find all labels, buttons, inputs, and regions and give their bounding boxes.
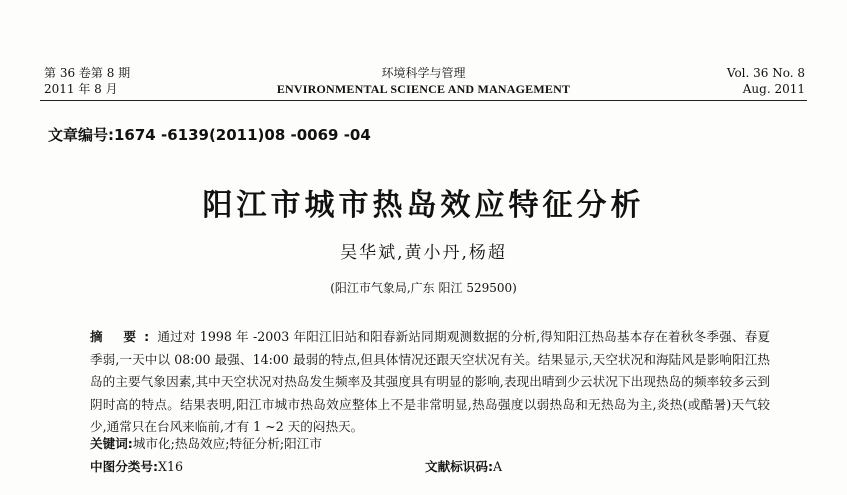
abstract-text: 通过对 1998 年 -2003 年阳江旧站和阳春新站同期观测数据的分析,得知阳江热岛基本存在着秋冬季强、春夏季弱,一天中以 08:00 最强、14:00 最弱的特点,但具体情况还跟天空状况有关。结果显示,天空状况和海陆风是影响阳江热岛的主要气象因素,其中天空状况对热岛发生频率及其强度具有明显的影响,表现出晴到少云状况下出现热岛的频率较多云到阴时高的特点。结果表明,阳江市城市热岛效应整体上不是非常明显,热岛强度以弱热岛和无热岛为主,炎热(或酷暑)天气较少,通常只在台风来临前,才有 1 ~2 天的闷热天。 bbox=[90, 329, 770, 435]
header-journal-name bbox=[0, 65, 847, 97]
journal-name-cn: 环境科学与管理 bbox=[381, 66, 466, 80]
header-volume-info-en bbox=[727, 65, 805, 97]
journal-name-en: ENVIRONMENTAL SCIENCE AND MANAGEMENT bbox=[276, 82, 571, 96]
paper-authors: 吴华斌,黄小丹,杨超 bbox=[340, 243, 507, 263]
header-date-en: Aug. 2011 bbox=[742, 82, 805, 96]
abstract-block bbox=[90, 326, 770, 439]
author-affiliation: (阳江市气象局,广东 阳江 529500) bbox=[330, 281, 517, 295]
abstract-label: 摘 要: bbox=[90, 329, 158, 344]
clc-number-line bbox=[90, 456, 183, 475]
clc-value: X16 bbox=[158, 459, 184, 474]
header-volume-en: Vol. 36 No. 8 bbox=[726, 66, 805, 80]
clc-label: 中图分类号: bbox=[90, 459, 159, 474]
doc-code-label: 文献标识码: bbox=[425, 459, 494, 474]
header-date-cn: 2011 年 8 月 bbox=[44, 82, 118, 96]
paper-title: 阳江市城市热岛效应特征分析 bbox=[202, 188, 645, 223]
document-code-line bbox=[425, 456, 502, 475]
keywords-line bbox=[90, 433, 322, 452]
doc-code-value: A bbox=[493, 459, 503, 474]
article-number: 文章编号:1674 -6139(2011)08 -0069 -04 bbox=[48, 126, 371, 144]
keywords-text: 城市化;热岛效应;特征分析;阳江市 bbox=[132, 436, 322, 451]
header-volume-issue: 第 36 卷第 8 期 bbox=[44, 66, 131, 80]
header-divider bbox=[40, 100, 807, 101]
keywords-label: 关键词: bbox=[90, 436, 133, 451]
